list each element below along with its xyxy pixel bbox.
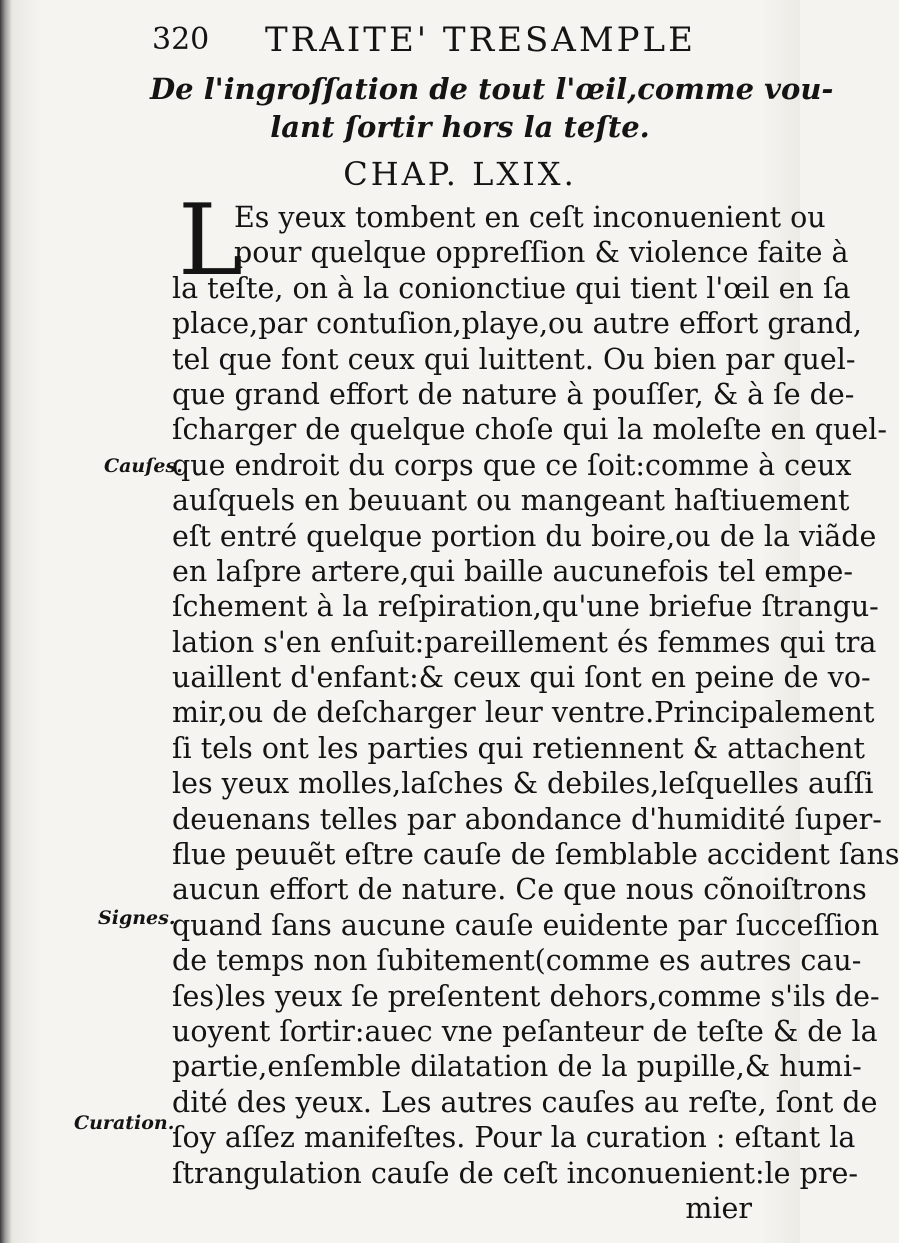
page-number: 320 — [152, 22, 210, 57]
text-line: ſes)les yeux ſe preſentent dehors,comme s'ils de- — [172, 979, 880, 1013]
drop-cap: L — [178, 184, 244, 298]
running-title: TRAITE' TRESAMPLE — [265, 20, 696, 60]
text-line: que grand effort de nature à pouſſer, & à ſe de- — [172, 377, 855, 411]
text-line: quand ſans aucune cauſe euidente par ſucceſſion — [172, 908, 880, 942]
text-line: en laſpre artere,qui baille aucunefois tel empe- — [172, 554, 854, 588]
chapter-subtitle — [150, 70, 834, 146]
subtitle-line: lant ſortir hors la teſte. — [270, 110, 650, 144]
text-line: ſchement à la reſpiration,qu'une briefue ſtrangu- — [172, 590, 879, 624]
text-line: uoyent ſortir:auec vne peſanteur de teſte & de la — [172, 1014, 878, 1048]
text-line: mir,ou de deſcharger leur ventre.Principalement — [172, 696, 875, 730]
text-line: place,par contuſion,playe,ou autre effort grand, — [172, 307, 862, 341]
text-line: partie,enſemble dilatation de la pupille,& humi- — [172, 1050, 862, 1084]
text-line: ſcharger de quelque choſe qui la moleſte en quel- — [172, 413, 888, 447]
body-text — [172, 200, 899, 1226]
text-line: lation s'en enſuit:pareillement és femmes qui tra — [172, 625, 877, 659]
running-head — [0, 18, 800, 62]
text-line: ſtrangulation cauſe de ceſt inconuenient:le pre- — [172, 1156, 858, 1190]
text-line: de temps non ſubitement(comme es autres cau- — [172, 944, 862, 978]
margin-note-signes: Signes. — [98, 907, 176, 929]
text-line: les yeux molles,laſches & debiles,leſquelles auſſi — [172, 767, 874, 801]
subtitle-line: De l'ingroſſation de tout l'œil,comme vou- — [150, 72, 834, 106]
text-line: deuenans telles par abondance d'humidité ſuper- — [172, 802, 882, 836]
text-line: aucun effort de nature. Ce que nous cõnoiſtrons — [172, 873, 867, 907]
text-line: Es yeux tombent en ceſt inconuenient ou — [234, 201, 826, 234]
text-line: auſquels en beuuant ou mangeant haſtiuement — [172, 484, 850, 518]
text-line: tel que font ceux qui luittent. Ou bien par quel- — [172, 342, 856, 376]
text-line: ſoy aſſez manifeſtes. Pour la curation : eſtant la — [172, 1121, 856, 1155]
chapter-heading: CHAP. LXIX. — [343, 155, 577, 193]
text-line: uaillent d'enfant:& ceux qui ſont en peine de vo- — [172, 661, 871, 695]
catchword: mier — [685, 1191, 752, 1225]
margin-note-causes: Cauſes. — [104, 455, 183, 477]
text-line: eſt entré quelque portion du boire,ou de la viãde — [172, 519, 877, 553]
text-line: que endroit du corps que ce ſoit:comme à ceux — [172, 448, 852, 482]
margin-note-curation: Curation. — [74, 1112, 175, 1134]
text-line: la teſte, on à la conionctiue qui tient l'œil en ſa — [172, 271, 851, 305]
text-line: dité des yeux. Les autres cauſes au reſte, ſont de — [172, 1085, 878, 1119]
text-line: flue peuuẽt eſtre cauſe de ſemblable accident ſans — [172, 838, 899, 872]
text-line: ſi tels ont les parties qui retiennent & attachent — [172, 731, 865, 765]
text-line: pour quelque oppreſſion & violence faite à — [234, 236, 849, 270]
